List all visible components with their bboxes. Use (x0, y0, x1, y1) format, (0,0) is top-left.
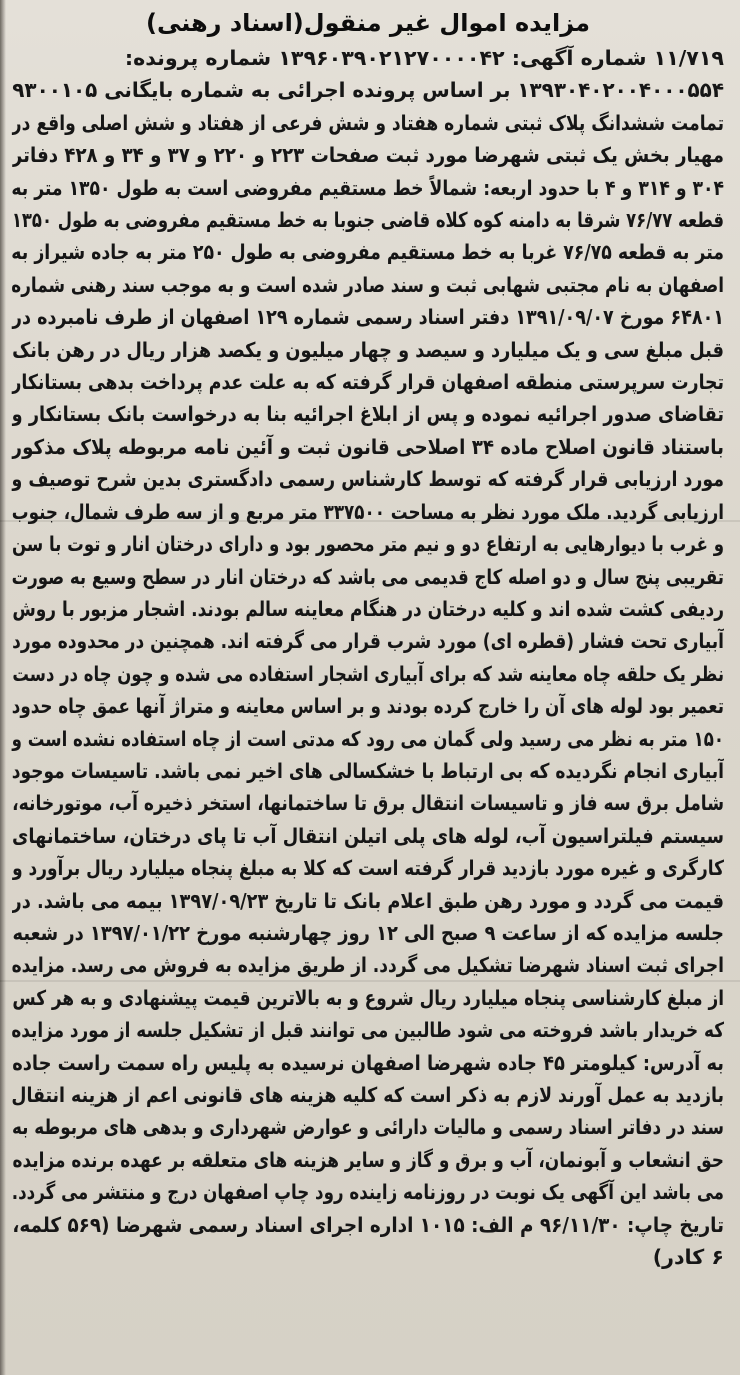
notice-line: ۱۱/۷۱۹ شماره آگهی: ۱۳۹۶۰۳۹۰۲۱۲۷۰۰۰۰۴۲ شماره پرونده: (124, 46, 724, 70)
notice-line: قطعه ۷۶/۷۷ شرقا به دامنه کوه کلاه قاضی جنوبا به خط مستقیم مفروضی به طول ۱۳۵۰ (12, 208, 724, 233)
notice-line: کارگری و غیره مورد بازدید قرار گرفته است که کلا به مبلغ پنجاه میلیارد ریال برآورد و (12, 856, 724, 881)
notice-line: آبیاری انجام نگردیده که بی ارتباط با خشکسالی های اخیر نمی باشد. تاسیسات موجود (11, 758, 724, 783)
notice-line: مهیار بخش یک ثبتی شهرضا مورد ثبت صفحات ۲۲۳ و ۲۲۰ و ۳۷ و ۳۴ و ۴۲۸ دفاتر (12, 143, 724, 168)
notice-line: متر به قطعه ۷۶/۷۵ غربا به خط مستقیم مفروضی به طول ۲۵۰ متر به جاده شیراز به (11, 240, 724, 265)
notice-line: تعمیر بود لوله های آن را خارج کرده بودند و بر اساس معاینه و متراژ آنها عمق چاه حدود (11, 694, 724, 719)
notice-line: آبیاری تحت فشار (قطره ای) مورد شرب قرار می گرفته اند. همچنین در محدوده مورد (12, 629, 724, 654)
notice-line: اصفهان به نام مجتبی شهابی ثبت و سند صادر شده است و به موجب سند رهنی شماره (11, 272, 724, 297)
notice-line: تقاضای صدور اجرائیه نموده و پس از ابلاغ اجرائیه بنا به درخواست بانک بستانکار و (11, 402, 724, 427)
notice-line: اجرای ثبت اسناد شهرضا تشکیل می گردد. از طریق مزایده به فروش می رسد. مزایده (11, 953, 724, 978)
paper-edge-shadow (0, 0, 6, 1375)
notice-line: ارزیابی گردید. ملک مورد نظر به مساحت ۳۳۷۵۰۰ متر مربع و از سه طرف شمال، جنوب (11, 499, 724, 524)
notice-line: قبل مبلغ سی و یک میلیارد و سیصد و چهار میلیون و یکصد هزار ریال در رهن بانک (12, 337, 724, 362)
notice-line: ۱۵۰ متر به نظر می رسید ولی گمان می رود که مدتی است از چاه استفاده نشده است و (11, 726, 724, 751)
notice-line: حق انشعاب و آبونمان، آب و برق و گاز و سایر هزینه های متعلقه بر عهده برنده مزایده (12, 1147, 724, 1172)
notice-line: ۳۰۴ و ۳۱۴ و ۴ با حدود اربعه: شمالاً خط مستقیم مفروضی است به طول ۱۳۵۰ متر به (11, 175, 724, 200)
notice-line: تقریبی پنج سال و دو اصله کاج قدیمی می باشد که درختان انار در سطح وسیع به صورت (11, 564, 724, 589)
notice-line: می باشد این آگهی یک نوبت در روزنامه زاینده رود چاپ اصفهان درج و منتشر می گردد. (12, 1180, 724, 1205)
notice-line: ردیفی کشت شده اند و کلیه درختان در هنگام معاینه سالم بودند. اشجار مزبور با روش (12, 596, 724, 621)
notice-line: به آدرس: کیلومتر ۴۵ جاده شهرضا اصفهان نرسیده به پلیس راه سمت راست جاده (12, 1050, 724, 1075)
notice-line: بازدید به عمل آورند لازم به ذکر است که کلیه هزینه های قانونی اعم از هزینه انتقال (11, 1083, 724, 1107)
notice-line: مورد ارزیابی قرار گرفته که توسط کارشناس رسمی دادگستری بدین شرح توصیف و (11, 467, 724, 492)
notice-body (12, 42, 724, 1273)
notice-line: سند در دفاتر اسناد رسمی و مالیات دارائی و عوارض شهرداری و بدهی های مربوطه به (11, 1115, 724, 1140)
notice-line: نظر یک حلقه چاه معاینه شد که برای آبیاری اشجار استفاده می شده و چون چاه در دست (12, 661, 724, 686)
notice-line: تمامت ششدانگ پلاک ثبتی شماره هفتاد و شش فرعی از هفتاد و شش اصلی واقع در (11, 110, 724, 135)
auction-notice (12, 6, 724, 1368)
notice-line: ۶ کادر) (652, 1245, 724, 1270)
notice-line: جلسه مزایده که از ساعت ۹ صبح الی ۱۲ روز چهارشنبه مورخ ۱۳۹۷/۰۱/۲۲ در شعبه (12, 920, 724, 945)
notice-title: مزایده اموال غیر منقول(اسناد رهنی) (145, 9, 590, 37)
notice-line: شامل برق سه فاز و تاسیسات انتقال برق تا ساختمانها، استخر ذخیره آب، موتورخانه، (12, 791, 724, 816)
notice-line: ۶۴۸۰۱ مورخ ۱۳۹۱/۰۹/۰۷ دفتر اسناد رسمی شماره ۱۲۹ اصفهان از طرف نامبرده در (11, 305, 724, 330)
notice-line: تجارت سرپرستی منطقه اصفهان قرار گرفته که به علت عدم پرداخت بدهی بستانکار (11, 370, 724, 395)
notice-line: قیمت می گردد و مورد رهن طبق اعلام بانک تا تاریخ ۱۳۹۷/۰۹/۲۳ بیمه می باشد. در (11, 888, 724, 913)
notice-line: ۱۳۹۳۰۴۰۲۰۰۴۰۰۰۵۵۴ بر اساس پرونده اجرائی به شماره بایگانی ۹۳۰۰۱۰۵ (12, 78, 724, 103)
notice-line: و غرب با دیوارهایی به ارتفاع دو و نیم متر محصور بود و دارای درختان انار و توت با سن (11, 532, 724, 557)
notice-line: سیستم فیلتراسیون آب، لوله های پلی اتیلن انتقال آب تا پای درختان، ساختمانهای (12, 823, 724, 848)
notice-line: تاریخ چاپ: ۹۶/۱۱/۳۰ م الف: ۱۰۱۵ اداره اجرای اسناد رسمی شهرضا (۵۶۹ کلمه، (12, 1212, 724, 1237)
notice-line: باستناد قانون اصلاح ماده ۳۴ اصلاحی قانون ثبت و آئین نامه مربوطه پلاک مذکور (11, 434, 724, 459)
notice-line: که خریدار باشد فروخته می شود طالبین می توانند قبل از تشکیل جلسه از مورد مزایده (11, 1018, 724, 1043)
notice-line: از مبلغ کارشناسی پنجاه میلیارد ریال شروع و به بالاترین قیمت پیشنهادی و به هر کس (12, 985, 724, 1010)
